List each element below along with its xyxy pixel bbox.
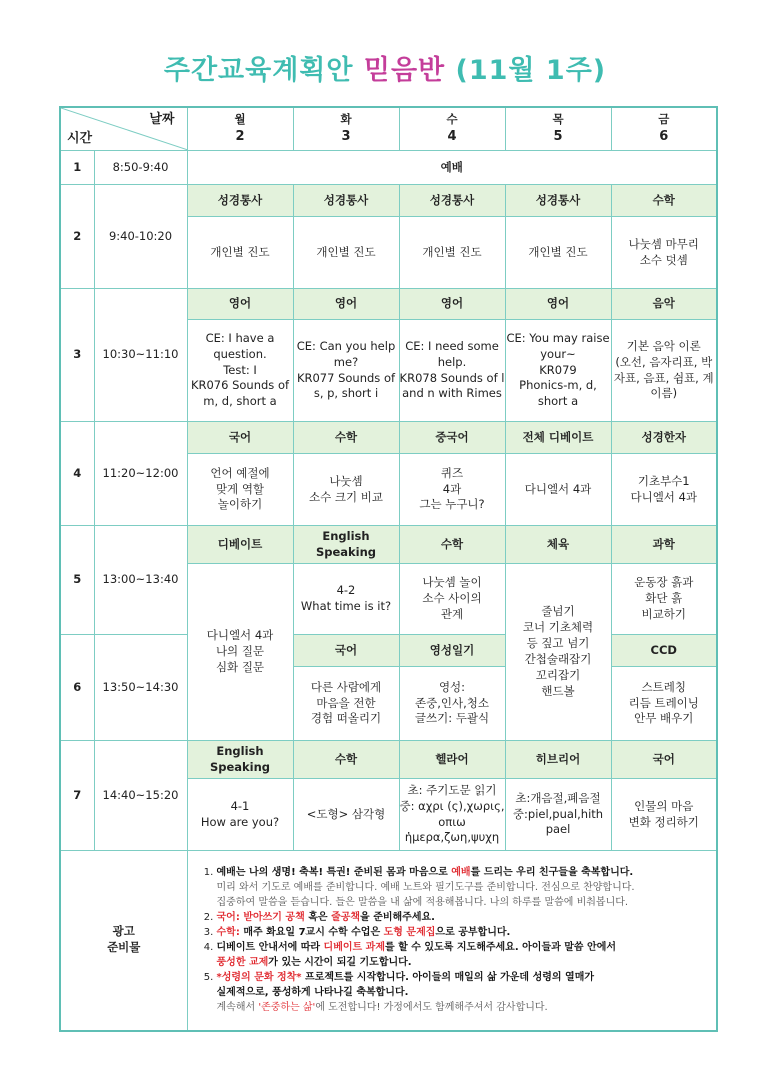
- period-1-row: [60, 151, 717, 185]
- title-class-name: 믿음반: [363, 55, 446, 86]
- period-time: 9:40-10:20: [94, 185, 187, 289]
- period-number: 6: [60, 635, 94, 741]
- notice-text: 매주 화요일 7교시 수학 수업은: [243, 927, 384, 938]
- notice-text: 에 도전합니다! 가정에서도 함께해주셔서 감사합니다.: [315, 1002, 548, 1013]
- subject-cell: 헬라어: [399, 741, 505, 779]
- worship-cell: 예배: [187, 151, 717, 185]
- content-cell: 나눗셈 마무리 소수 덧셈: [611, 217, 717, 289]
- period-2-subject-row: [60, 185, 717, 217]
- notice-item: [217, 910, 709, 925]
- content-cell: CE: I have a question. Test: I KR076 Sounds of m, d, short a: [187, 320, 293, 422]
- notice-text: 수학:: [216, 927, 244, 938]
- period-time: 8:50-9:40: [94, 151, 187, 185]
- notice-text: 계속해서: [216, 1002, 256, 1013]
- subject-cell: 국어: [611, 741, 717, 779]
- notice-text: 디베이트 안내서에 따라: [216, 942, 324, 953]
- subject-cell: 중국어: [399, 422, 505, 454]
- notice-item: [217, 970, 709, 1015]
- notice-text: '존중하는 삶': [258, 1002, 316, 1013]
- notice-list: [202, 865, 709, 1015]
- content-cell: 기본 음악 이론 (오선, 음자리표, 박자표, 음표, 쉼표, 계이름): [611, 320, 717, 422]
- subject-cell: 수학: [293, 741, 399, 779]
- content-cell: 다니엘서 4과: [505, 454, 611, 526]
- period-number: 7: [60, 741, 94, 851]
- day-header-thu: 목 5: [505, 107, 611, 151]
- notice-text: 국어:: [216, 912, 244, 923]
- content-cell-merged-mon: 다니엘서 4과 나의 질문 심화 질문: [187, 564, 293, 741]
- period-number: 1: [60, 151, 94, 185]
- period-time: 14:40~15:20: [94, 741, 187, 851]
- content-cell: <도형> 삼각형: [293, 779, 399, 851]
- subject-cell: 성경한자: [611, 422, 717, 454]
- weekly-plan-table: [59, 106, 718, 1032]
- subject-cell: 영어: [187, 289, 293, 320]
- content-cell: 개인별 진도: [187, 217, 293, 289]
- notice-row: [60, 851, 717, 1031]
- content-cell: 나눗셈 놀이 소수 사이의 관계: [399, 564, 505, 635]
- notice-text: 가 있는 시간이 되길 기도합니다.: [268, 957, 412, 968]
- content-cell-merged-thu: 줄넘기 코너 기초체력 등 짚고 넘기 간첩술래잡기 꼬리잡기 핸드볼: [505, 564, 611, 741]
- notice-text: *성령의 문화 정착*: [216, 972, 302, 983]
- notice-text: 받아쓰기 공책: [243, 912, 305, 923]
- period-time: 13:00~13:40: [94, 526, 187, 635]
- period-7-subject-row: [60, 741, 717, 779]
- subject-cell: 히브리어: [505, 741, 611, 779]
- notice-title-cell: [60, 851, 187, 1031]
- notice-content-cell: [187, 851, 717, 1031]
- content-cell: 운동장 흙과 화단 흙 비교하기: [611, 564, 717, 635]
- subject-cell: English Speaking: [187, 741, 293, 779]
- period-number: 3: [60, 289, 94, 422]
- notice-text: 을 준비해주세요.: [360, 912, 435, 923]
- content-cell: 언어 예절에 맞게 역할 놀이하기: [187, 454, 293, 526]
- subject-cell: 수학: [399, 526, 505, 564]
- corner-cell: [60, 107, 187, 151]
- notice-text: 풍성한 교제: [216, 957, 269, 968]
- content-cell: 스트레칭 리듬 트레이닝 안무 배우기: [611, 667, 717, 741]
- content-cell: 퀴즈 4과 그는 누구니?: [399, 454, 505, 526]
- notice-item: [217, 865, 709, 910]
- subject-cell: 체육: [505, 526, 611, 564]
- notice-text: 예배는 나의 생명! 축복! 특권! 준비된 몸과 마음으로: [216, 867, 452, 878]
- content-cell: 4-1 How are you?: [187, 779, 293, 851]
- header-row: [60, 107, 717, 151]
- day-header-tue: 화 3: [293, 107, 399, 151]
- subject-cell: 성경통사: [399, 185, 505, 217]
- subject-cell: 영어: [505, 289, 611, 320]
- subject-cell: 수학: [293, 422, 399, 454]
- period-time: 13:50~14:30: [94, 635, 187, 741]
- period-6-subject-row: [60, 635, 717, 667]
- period-number: 5: [60, 526, 94, 635]
- notice-label: 광고: [112, 924, 135, 939]
- content-cell: 영성: 존중,인사,청소 글쓰기: 두괄식: [399, 667, 505, 741]
- day-header-mon: 월 2: [187, 107, 293, 151]
- supplies-label: 준비물: [107, 940, 141, 955]
- subject-cell: 수학: [611, 185, 717, 217]
- notice-text: 디베이트 과제: [323, 942, 385, 953]
- title-suffix: (11월 1주): [445, 55, 607, 86]
- content-cell: 개인별 진도: [399, 217, 505, 289]
- content-cell: CE: I need some help. KR078 Sounds of l and n with Rimes: [399, 320, 505, 422]
- content-cell: 나눗셈 소수 크기 비교: [293, 454, 399, 526]
- notice-text: 예배: [451, 867, 471, 878]
- notice-text: 를 드리는 우리 친구들을 축복합니다.: [470, 867, 634, 878]
- subject-cell: English Speaking: [293, 526, 399, 564]
- title-prefix: 주간교육계획안: [163, 55, 364, 86]
- notice-text: 줄공책: [331, 912, 361, 923]
- subject-cell: 영어: [399, 289, 505, 320]
- notice-text: 를 할 수 있도록 지도해주세요. 아이들과 말씀 안에서: [385, 942, 617, 953]
- day-header-fri: 금 6: [611, 107, 717, 151]
- notice-text: 프로젝트를 시작합니다. 아이들의 매일의 삶 가운데 성령의 열매가 실제적으로, 풍성하게 나타나길 축복합니다.: [216, 972, 595, 998]
- date-label: 날짜: [149, 112, 175, 127]
- subject-cell: 전체 디베이트: [505, 422, 611, 454]
- subject-cell: 영어: [293, 289, 399, 320]
- day-header-wed: 수 4: [399, 107, 505, 151]
- content-cell: 개인별 진도: [505, 217, 611, 289]
- subject-cell: 영성일기: [399, 635, 505, 667]
- content-cell: 4-2 What time is it?: [293, 564, 399, 635]
- period-time: 10:30~11:10: [94, 289, 187, 422]
- content-cell: 인물의 마음 변화 정리하기: [611, 779, 717, 851]
- content-cell: 개인별 진도: [293, 217, 399, 289]
- subject-cell: 디베이트: [187, 526, 293, 564]
- content-cell: 초:개음절,폐음절 중:piel,pual,hith pael: [505, 779, 611, 851]
- subject-cell: 성경통사: [187, 185, 293, 217]
- period-number: 2: [60, 185, 94, 289]
- subject-cell: 국어: [187, 422, 293, 454]
- notice-text: 으로 공부합니다.: [435, 927, 511, 938]
- subject-cell: 음악: [611, 289, 717, 320]
- subject-cell: 국어: [293, 635, 399, 667]
- page-title: [0, 48, 770, 87]
- subject-cell: CCD: [611, 635, 717, 667]
- content-cell: 기초부수1 다니엘서 4과: [611, 454, 717, 526]
- content-cell: 다른 사람에게 마음을 전한 경험 떠올리기: [293, 667, 399, 741]
- subject-cell: 과학: [611, 526, 717, 564]
- subject-cell: 성경통사: [505, 185, 611, 217]
- subject-cell: 성경통사: [293, 185, 399, 217]
- content-cell: 초: 주기도문 읽기 중: αχρι (ς),χωρις, οπιω ἡμερα,ζωη,ψυχη: [399, 779, 505, 851]
- period-5-subject-row: [60, 526, 717, 564]
- notice-text: 혹은: [304, 912, 332, 923]
- content-cell: CE: You may raise your~ KR079 Phonics-m, d, short a: [505, 320, 611, 422]
- time-label: 시간: [67, 131, 93, 147]
- notice-text: 도형 문제집: [383, 927, 436, 938]
- period-4-subject-row: [60, 422, 717, 454]
- content-cell: CE: Can you help me? KR077 Sounds of s, p, short i: [293, 320, 399, 422]
- notice-item: [217, 940, 709, 970]
- period-number: 4: [60, 422, 94, 526]
- notice-item: [217, 925, 709, 940]
- period-3-subject-row: [60, 289, 717, 320]
- notice-text: 미리 와서 기도로 예배를 준비합니다. 예배 노트와 필기도구를 준비합니다. 전심으로 찬양합니다. 집중하여 말씀을 듣습니다. 들은 말씀을 내 삶에 적용해봅니다. 나의 하루를 말씀에 비춰봅니다.: [216, 882, 635, 908]
- period-time: 11:20~12:00: [94, 422, 187, 526]
